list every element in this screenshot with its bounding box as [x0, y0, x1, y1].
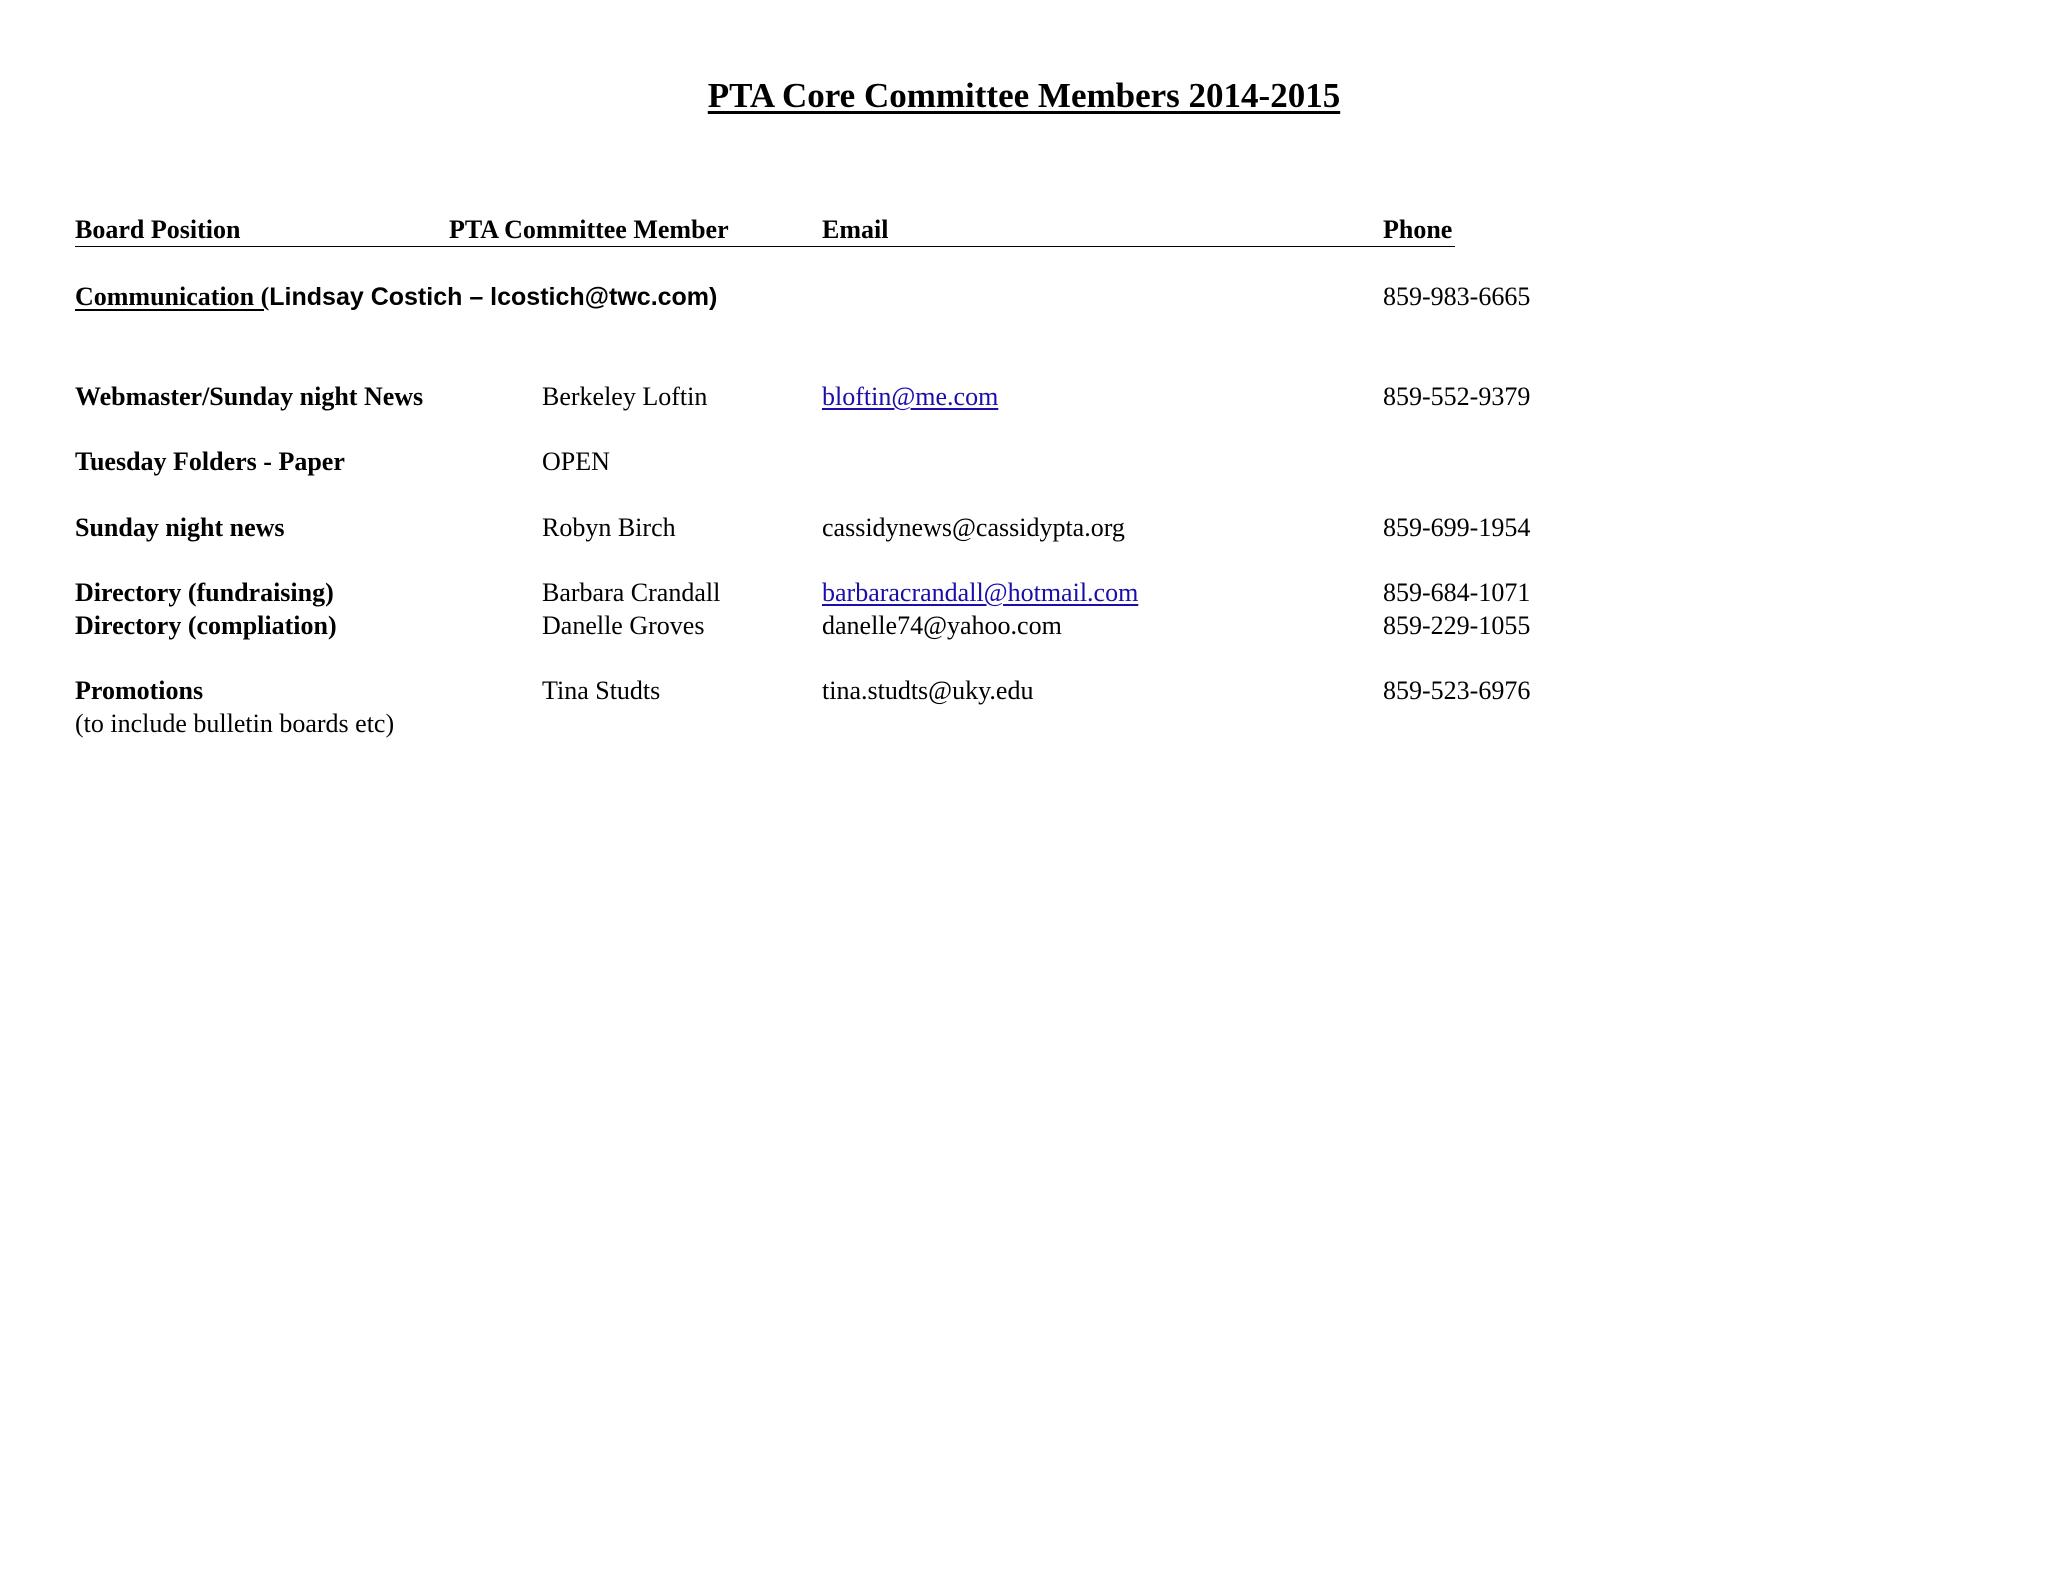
row-position: Directory (compliation): [75, 611, 337, 640]
page-title: [0, 74, 2048, 118]
row-position: Promotions: [75, 676, 204, 705]
row-phone: 859-684-1071: [1383, 578, 1531, 607]
header-committee-member: PTA Committee Member: [449, 215, 729, 244]
row-email-link[interactable]: bloftin@me.com: [822, 382, 999, 411]
row-phone: 859-699-1954: [1383, 513, 1531, 542]
communication-contact: Lindsay Costich – lcostich@twc.com): [269, 283, 718, 311]
communication-section: [75, 281, 717, 313]
row-member: Berkeley Loftin: [542, 382, 708, 411]
page-title-text: PTA Core Committee Members 2014-2015: [707, 76, 1341, 115]
row-email: danelle74@yahoo.com: [822, 611, 1062, 640]
row-member: Barbara Crandall: [542, 578, 721, 607]
communication-label: Communication (: [75, 282, 270, 311]
header-phone: Phone: [1383, 215, 1453, 244]
row-email-link[interactable]: barbaracrandall@hotmail.com: [822, 578, 1139, 607]
row-member: Tina Studts: [542, 676, 661, 705]
table-header: [75, 214, 1455, 247]
row-member: Danelle Groves: [542, 611, 705, 640]
row-position: Webmaster/Sunday night News: [75, 382, 424, 411]
row-position: Directory (fundraising): [75, 578, 334, 607]
row-position: Sunday night news: [75, 513, 285, 542]
row-member: OPEN: [542, 447, 610, 476]
row-email: cassidynews@cassidypta.org: [822, 513, 1125, 542]
row-phone: 859-229-1055: [1383, 611, 1531, 640]
row-note: (to include bulletin boards etc): [75, 709, 395, 738]
row-position: Tuesday Folders - Paper: [75, 447, 345, 476]
row-member: Robyn Birch: [542, 513, 676, 542]
header-email: Email: [822, 215, 889, 244]
header-board-position: Board Position: [75, 215, 241, 244]
row-phone: 859-552-9379: [1383, 382, 1531, 411]
communication-phone: 859-983-6665: [1383, 282, 1531, 311]
row-phone: 859-523-6976: [1383, 676, 1531, 705]
row-email: tina.studts@uky.edu: [822, 676, 1034, 705]
